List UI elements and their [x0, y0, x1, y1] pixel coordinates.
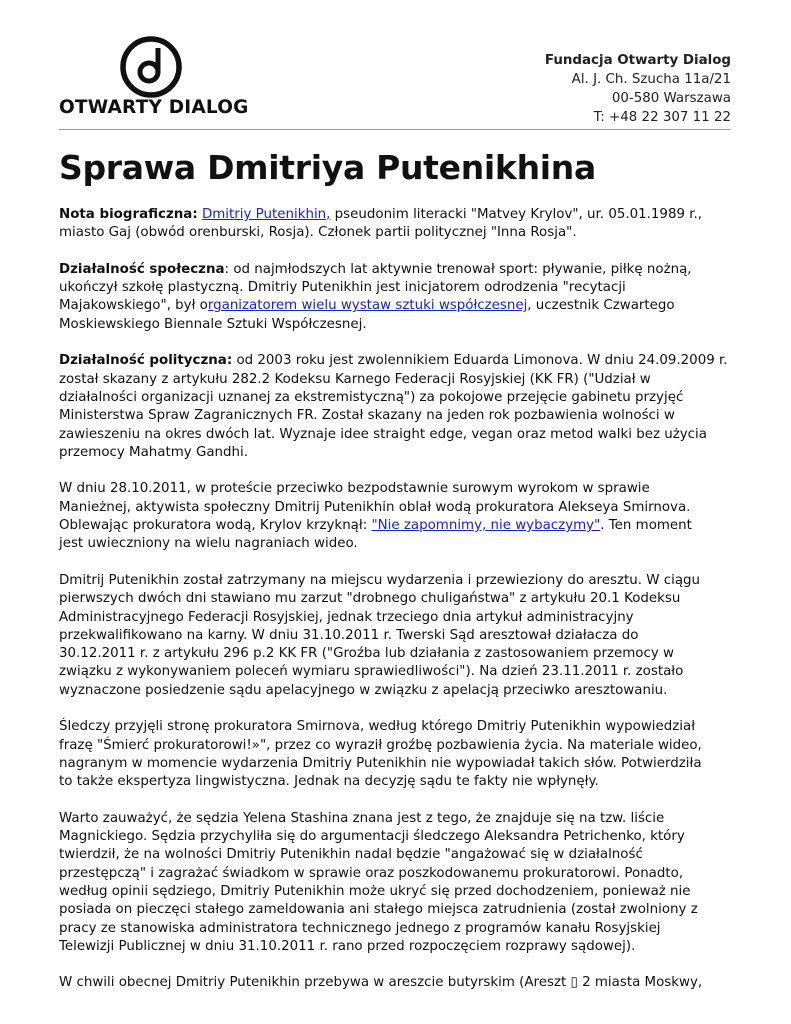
text-line — [59, 682, 735, 700]
text-line — [59, 828, 735, 846]
text-line — [59, 371, 735, 389]
text-run: według opinii sędziego, Dmitriy Putenikhin może ukryć się przed dochodzeniem, ponieważ nie — [59, 883, 691, 899]
paragraph — [59, 718, 735, 791]
logo-icon — [120, 36, 182, 98]
text-line — [59, 426, 735, 444]
section-label: Nota biograficzna: — [59, 207, 198, 222]
text-run: został skazany z artykułu 282.2 Kodeksu Karnego Federacji Rosyjskiej (KK FR) ("Udział w — [59, 371, 651, 387]
text-line — [59, 938, 735, 956]
text-line — [59, 499, 735, 517]
text-line — [59, 297, 735, 315]
inline-link[interactable]: rganizatorem wielu wystaw sztuki współczesnej — [207, 298, 528, 314]
text-run: to także ekspertyza lingwistyczna. Jednak na decyzję sądu te fakty nie wpłynęły. — [59, 774, 599, 790]
text-line — [59, 883, 735, 901]
text-run: pierwszych dwóch dni stawiano mu zarzut "drobnego chuligaństwa" z artykułu 20.1 Kodeksu — [59, 591, 681, 607]
text-line — [59, 755, 735, 773]
phone-number: T: +48 22 307 11 22 — [593, 110, 731, 125]
header-divider — [59, 129, 731, 130]
text-line — [59, 224, 735, 242]
text-line — [59, 572, 735, 590]
paragraph — [59, 572, 735, 700]
text-run: jest uwieczniony na wielu nagraniach wideo. — [59, 536, 358, 552]
text-run: miasto Gaj (obwód orenburski, Rosja). Członek partii politycznej "Inna Rosja". — [59, 225, 577, 241]
text-run: Administracyjnego Federacji Rosyjskiej, jednak trzeciego dnia artykuł administracyjny — [59, 609, 634, 625]
text-run: frazę "Śmierć prokuratorowi!»", przez co wyraził groźbę pozbawienia życia. Na materiale wideo, — [59, 737, 702, 753]
text-line — [59, 261, 735, 279]
text-run: od 2003 roku jest zwolennikiem Eduarda Limonova. W dniu 24.09.2009 r. — [232, 353, 728, 369]
organization-name: Fundacja Otwarty Dialog — [544, 53, 731, 68]
text-line — [59, 737, 735, 755]
organization-address-block — [545, 51, 731, 127]
document-body — [59, 206, 735, 1011]
text-run: wyznaczone posiedzenie sądu apelacyjnego w związku z apelacją przeciwko aresztowaniu. — [59, 682, 668, 698]
text-run: Oblewając prokuratora wodą, Krylov krzyknął: — [59, 518, 372, 534]
text-line — [59, 316, 735, 334]
section-label: Działalność polityczna: — [59, 353, 233, 369]
text-run: . Ten moment — [600, 518, 692, 534]
text-line — [59, 920, 735, 938]
text-run: przemocy Mahatmy Gandhi. — [59, 444, 249, 460]
text-run: twierdził, że na wolności Dmitriy Putenikhin nadal będzie "angażować się w działalność — [59, 847, 643, 863]
text-line — [59, 206, 735, 224]
text-run: działalności organizacji uznanej za ekstremistyczną") za pokojowe przejęcie gabinetu przyjęć — [59, 389, 684, 405]
logo-wordmark: OTWARTY DIALOG — [59, 97, 249, 118]
text-line — [59, 663, 735, 681]
text-run: W chwili obecnej Dmitriy Putenikhin przebywa w areszcie butyrskim (Areszt ▯ 2 miasta Moskwy, — [59, 975, 703, 991]
text-run: posiada on pieczęci stałego zameldowania ani stałego miejsca zatrudnienia (został zwolniony z — [59, 902, 698, 918]
text-run: zawieszeniu na okres dwóch lat. Wyznaje idee straight edge, vegan oraz metod walki bez użycia — [59, 426, 707, 442]
document-title: Sprawa Dmitriya Putenikhina — [59, 148, 596, 187]
text-line — [59, 901, 735, 919]
text-line — [59, 517, 735, 535]
paragraph — [59, 261, 735, 334]
address-city: 00-580 Warszawa — [611, 91, 731, 106]
text-run: : od najmłodszych lat aktywnie trenował sport: pływanie, piłkę nożną, — [224, 261, 692, 277]
text-run: Telewizji Publicznej w dniu 31.10.2011 r. rano przed rozpoczęciem rozprawy sądowej). — [59, 938, 636, 954]
text-run: pracy ze stanowiska administratora technicznego jednego z programów kanału Rosyjskiej — [59, 920, 661, 936]
text-line — [59, 627, 735, 645]
address-street: Al. J. Ch. Szucha 11a/21 — [571, 72, 731, 87]
text-run: , uczestnik Czwartego — [527, 298, 675, 314]
paragraph — [59, 480, 735, 553]
text-line — [59, 590, 735, 608]
text-line — [59, 974, 735, 992]
text-run: Manieżnej, aktywista społeczny Dmitrij Putenikhin oblał wodą prokuratora Alekseya Smirnova. — [59, 499, 691, 515]
text-line — [59, 389, 735, 407]
text-line — [59, 535, 735, 553]
text-run: Magnickiego. Sędzia przychyliła się do argumentacji śledczego Aleksandra Petrichenko, który — [59, 829, 685, 845]
text-run: Warto zauważyć, że sędzia Yelena Stashina znana jest z tego, że znajduje się na tzw. liście — [59, 810, 665, 826]
text-run: 30.12.2011 r. z artykułu 296 p.2 KK FR ("Groźba lub działania z zastosowaniem przemocy w — [59, 646, 674, 662]
text-line — [59, 352, 735, 370]
text-run: Śledczy przyjęli stronę prokuratora Smirnova, według którego Dmitriy Putenikhin wypowiedział — [59, 719, 696, 735]
text-run: przekwalifikowano na karny. W dniu 31.10.2011 r. Twerski Sąd aresztował działacza do — [59, 627, 639, 643]
text-line — [59, 810, 735, 828]
text-line — [59, 865, 735, 883]
paragraph — [59, 974, 735, 992]
inline-link[interactable]: "Nie zapomnimy, nie wybaczymy" — [371, 518, 601, 534]
text-line — [59, 645, 735, 663]
text-line — [59, 773, 735, 791]
text-run: Moskiewskiego Biennale Sztuki Współczesnej. — [59, 316, 367, 332]
inline-link[interactable]: Dmitriy Putenikhin, — [201, 207, 331, 222]
text-line — [59, 609, 735, 627]
text-run: pseudonim literacki "Matvey Krylov", ur. 05.01.1989 r., — [330, 207, 703, 222]
text-run: Ministerstwa Spraw Zagranicznych FR. Został skazany na jeden rok pozbawienia wolności w — [59, 408, 675, 424]
text-line — [59, 407, 735, 425]
text-line — [59, 718, 735, 736]
text-line — [59, 846, 735, 864]
text-line — [59, 444, 735, 462]
text-line — [59, 279, 735, 297]
text-run: W dniu 28.10.2011, w proteście przeciwko bezpodstawnie surowym wyrokom w sprawie — [59, 481, 650, 497]
text-run: związku z wykonywaniem poleceń wymiaru sprawiedliwości"). Na dzień 23.11.2011 r. zostało — [59, 664, 684, 680]
text-line — [59, 480, 735, 498]
text-run: nagranym w momencie wydarzenia Dmitriy Putenikhin nie wypowiadał takich słów. Potwierdziła — [59, 755, 702, 771]
text-run: Dmitrij Putenikhin został zatrzymany na miejscu wydarzenia i przewieziony do aresztu. W ciągu — [59, 572, 701, 588]
text-run: Majakowskiego", był o — [59, 298, 208, 314]
paragraph — [59, 352, 735, 462]
text-run: przestępczą" i zagrażać świadkom w sprawie oraz poszkodowanemu prokuratorowi. Ponadto, — [59, 865, 684, 881]
section-label: Działalność społeczna — [59, 261, 225, 277]
text-run: ukończył szkołę plastyczną. Dmitriy Putenikhin jest inicjatorem odrodzenia "recytacji — [59, 280, 626, 296]
paragraph — [59, 810, 735, 956]
paragraph — [59, 206, 735, 243]
